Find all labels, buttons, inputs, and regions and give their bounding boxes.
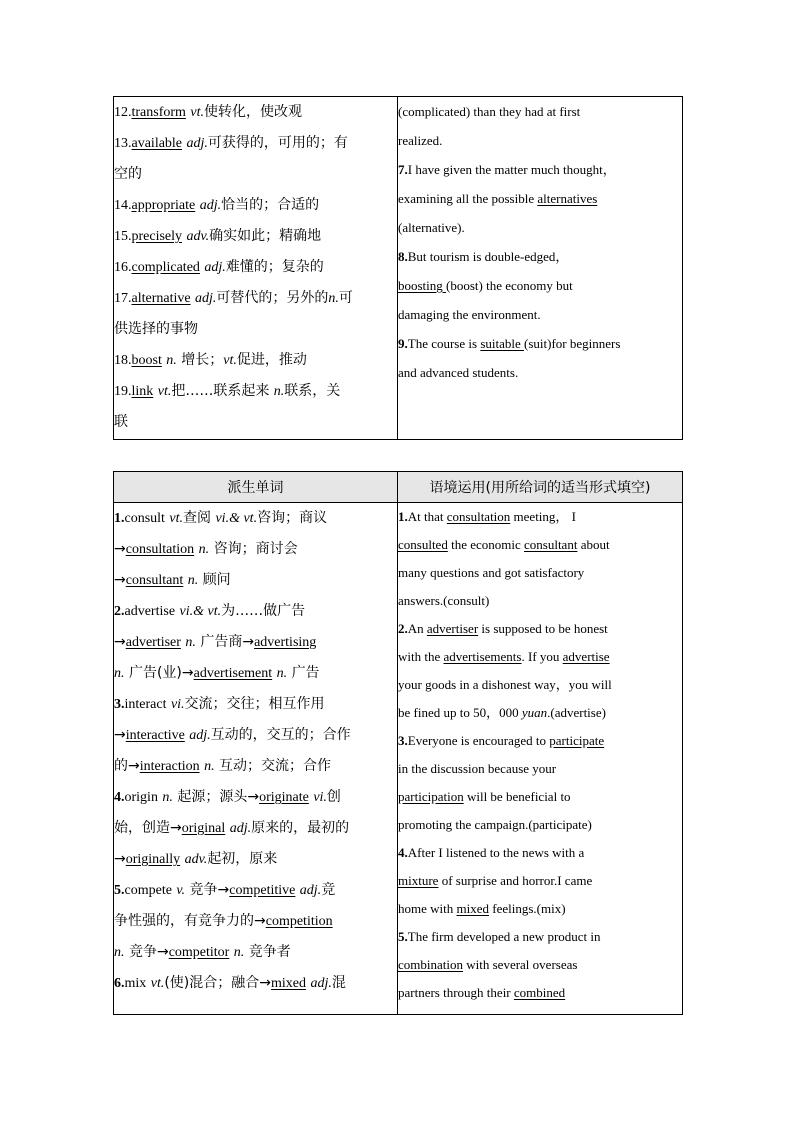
derivatives-table <box>113 471 683 1015</box>
usage-2-line-2: with the advertisements. If you advertise <box>398 649 610 664</box>
entry-17: 17.alternative adj.可替代的；另外的n.可 <box>114 290 353 306</box>
ex-9: 9.The course is suitable (suit)for beginners <box>398 336 621 351</box>
entry-17-cont: 供选择的事物 <box>114 321 198 337</box>
usage-1-line-4: answers.(consult) <box>398 593 490 608</box>
vocab-table-continued <box>113 96 683 440</box>
consult-entry: 1.consult vt.查阅 vi.& vt.咨询；商议 <box>114 510 328 526</box>
usage-3-line-3: participation will be beneficial to <box>398 789 571 804</box>
advertisement-entry: n. 广告(业)→advertisement n. 广告 <box>114 665 320 681</box>
competitor-entry: n. 竞争→competitor n. 竞争者 <box>114 944 291 960</box>
consultation-entry: →consultation n. 咨询；商讨会 <box>114 541 298 557</box>
ex-8-line-2: boosting (boost) the economy but <box>398 278 573 293</box>
entry-13-cont: 空的 <box>114 166 142 182</box>
context-usage-cell <box>398 503 683 1015</box>
usage-2-line-4: be fined up to 50，000 yuan.(advertise) <box>398 705 606 720</box>
ex-7-line-3: (alternative). <box>398 220 465 235</box>
ex-8: 8.But tourism is double-edged， <box>398 249 569 264</box>
usage-1: 1.At that consultation meeting， I <box>398 509 577 524</box>
derived-words-cell <box>114 503 398 1015</box>
usage-2-line-3: your goods in a dishonest way，you will <box>398 677 612 692</box>
usage-3-line-4: promoting the campaign.(participate) <box>398 817 592 832</box>
origin-entry: 4.origin n. 起源；源头→originate vi.创 <box>114 789 341 805</box>
entry-16: 16.complicated adj.难懂的；复杂的 <box>114 259 324 275</box>
consultant-entry: →consultant n. 顾问 <box>114 572 231 588</box>
advertiser-entry: →advertiser n. 广告商→advertising <box>114 634 317 650</box>
usage-4: 4.After I listened to the news with a <box>398 845 585 860</box>
interaction-entry: 的→interaction n. 互动；交流；合作 <box>114 758 332 774</box>
entry-19-cont: 联 <box>114 414 128 430</box>
usage-5: 5.The firm developed a new product in <box>398 929 601 944</box>
original-entry: 始，创造→original adj.原来的，最初的 <box>114 820 350 836</box>
entry-13: 13.available adj.可获得的，可用的；有 <box>114 135 348 151</box>
originally-entry: →originally adv.起初，原来 <box>114 851 278 867</box>
entry-12: 12.transform vt.使转化，使改观 <box>114 104 302 120</box>
ex-8-line-3: damaging the environment. <box>398 307 541 322</box>
header-context-usage: 语境运用(用所给词的适当形式填空) <box>398 472 683 503</box>
entry-14: 14.appropriate adj.恰当的；合适的 <box>114 197 320 213</box>
usage-3-line-2: in the discussion because your <box>398 761 557 776</box>
competition-entry: 争性强的，有竞争力的→competition <box>114 913 333 929</box>
ex-6-tail-2: realized. <box>398 133 443 148</box>
usage-5-line-2: combination with several overseas <box>398 957 578 972</box>
entry-18: 18.boost n. 增长；vt.促进，推动 <box>114 352 307 368</box>
ex-9-line-2: and advanced students. <box>398 365 519 380</box>
entry-19: 19.link vt.把……联系起来 n.联系，关 <box>114 383 341 399</box>
usage-1-line-3: many questions and got satisfactory <box>398 565 585 580</box>
usage-1-line-2: consulted the economic consultant about <box>398 537 610 552</box>
advertise-entry: 2.advertise vi.& vt.为……做广告 <box>114 603 306 619</box>
header-derived-words: 派生单词 <box>114 472 398 503</box>
word-meanings-cell <box>114 97 398 440</box>
usage-5-line-3: partners through their combined <box>398 985 566 1000</box>
entry-15: 15.precisely adv.确实如此；精确地 <box>114 228 322 244</box>
ex-7: 7.I have given the matter much thought， <box>398 162 616 177</box>
interact-entry: 3.interact vi.交流；交往；相互作用 <box>114 696 325 712</box>
ex-6-tail: (complicated) than they had at first <box>398 104 581 119</box>
usage-2: 2.An advertiser is supposed to be honest <box>398 621 608 636</box>
context-exercises-cell <box>398 97 683 440</box>
usage-4-line-3: home with mixed feelings.(mix) <box>398 901 566 916</box>
ex-7-line-2: examining all the possible alternatives <box>398 191 598 206</box>
compete-entry: 5.compete v. 竞争→competitive adj.竞 <box>114 882 336 898</box>
usage-3: 3.Everyone is encouraged to participate <box>398 733 605 748</box>
usage-4-line-2: mixture of surprise and horror.I came <box>398 873 593 888</box>
mix-entry: 6.mix vt.(使)混合；融合→mixed adj.混 <box>114 975 346 991</box>
interactive-entry: →interactive adj.互动的，交互的；合作 <box>114 727 351 743</box>
